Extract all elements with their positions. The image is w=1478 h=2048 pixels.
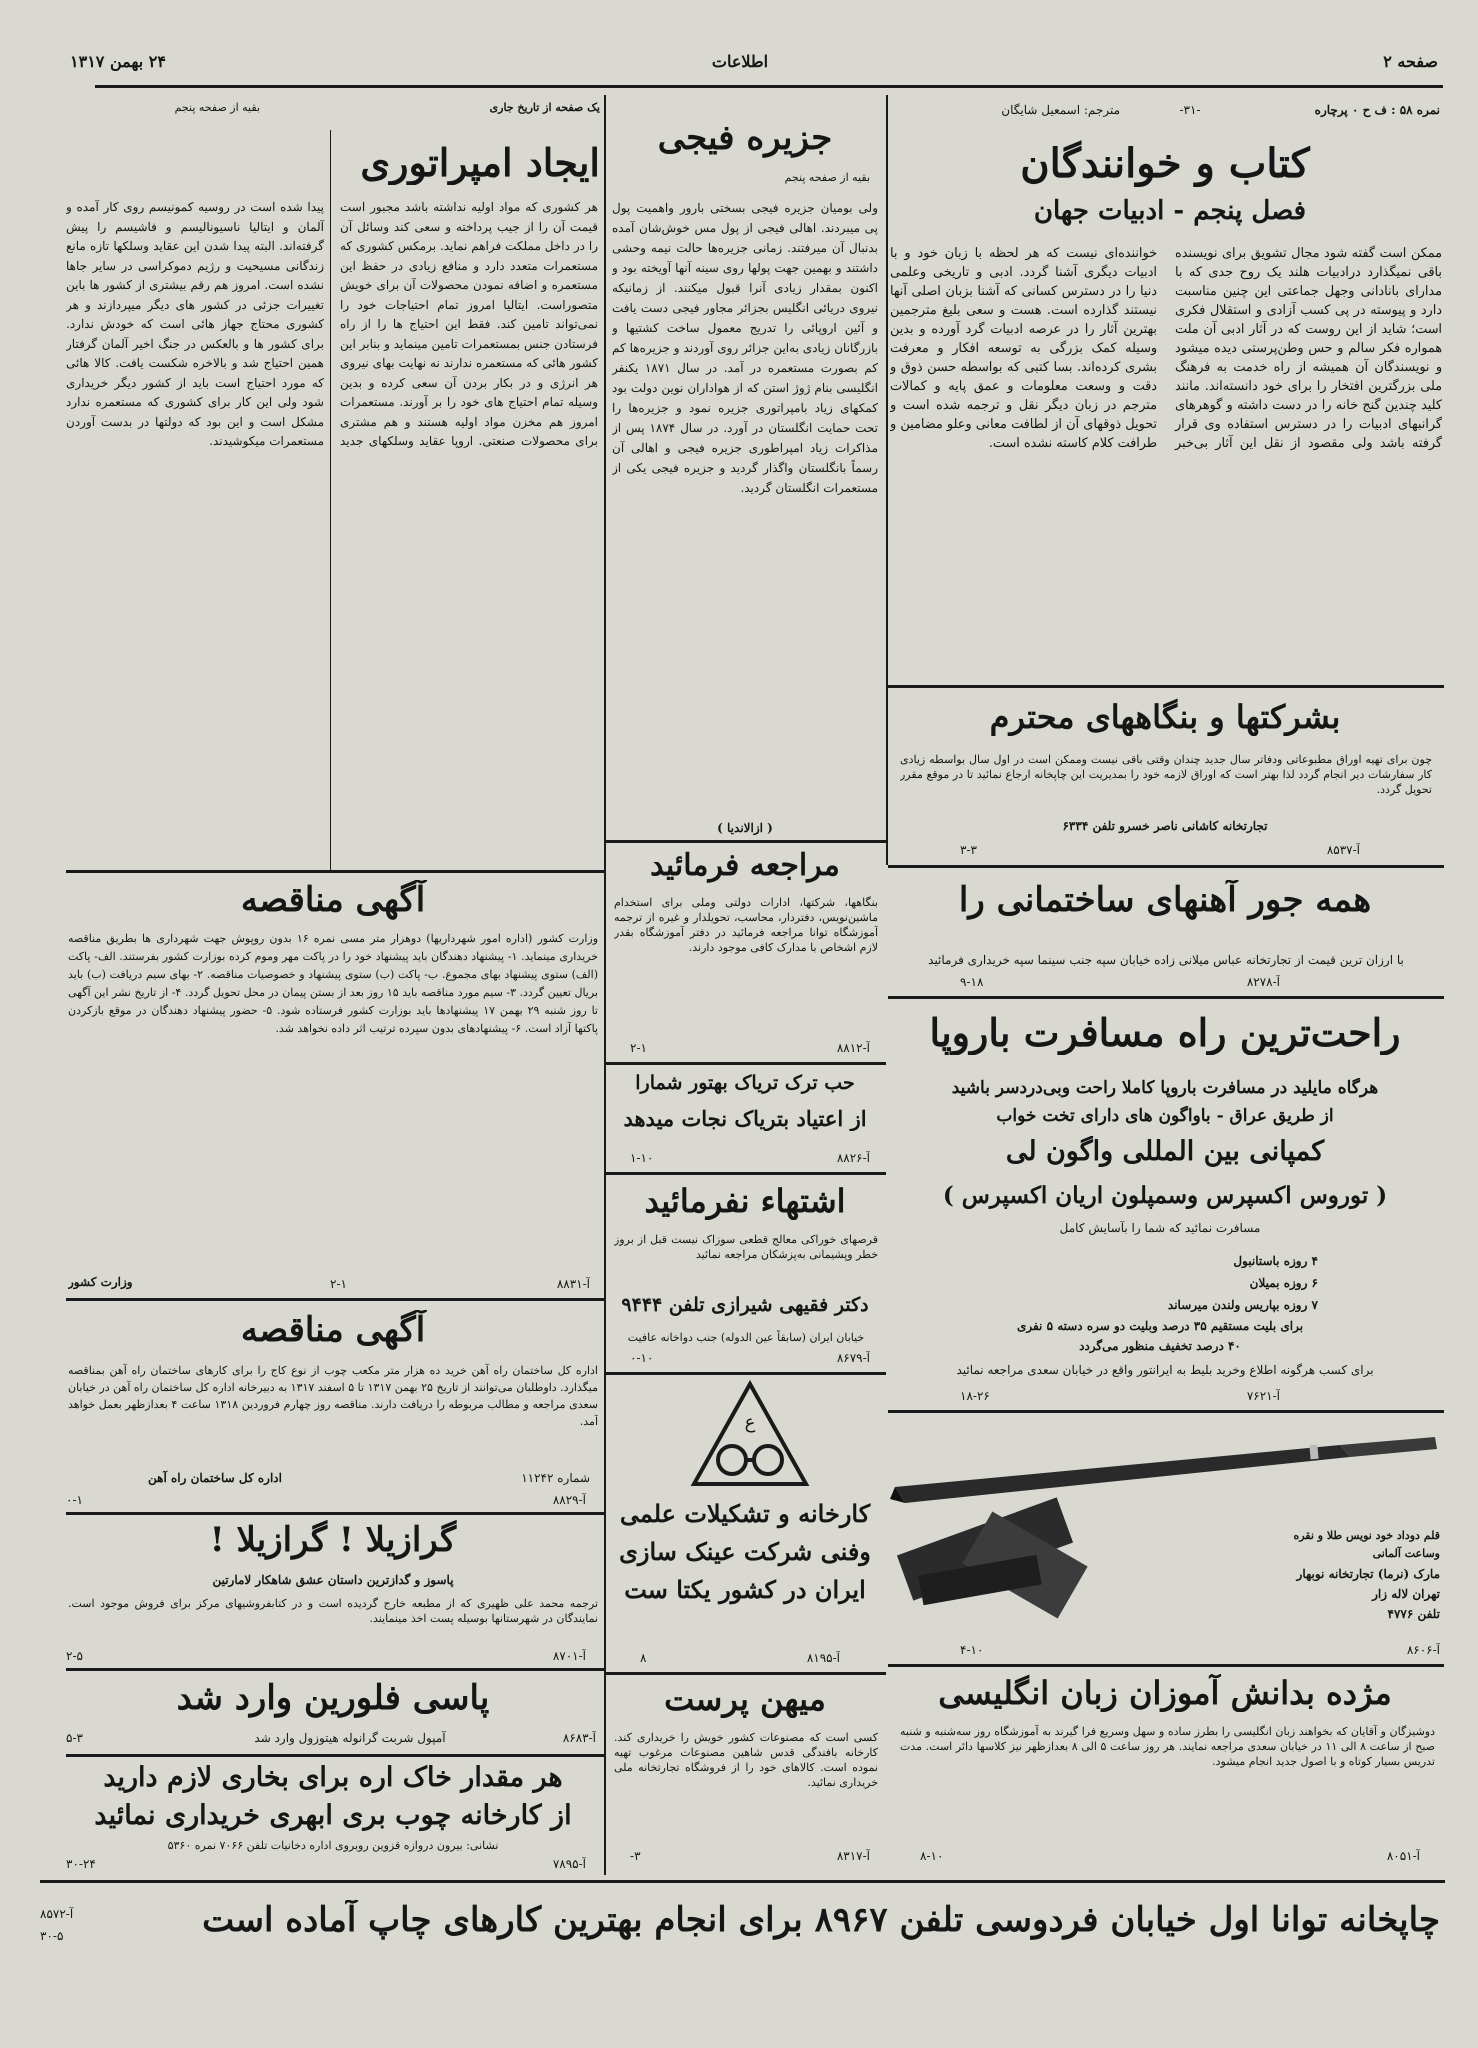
optics-title: کارخانه و تشکیلات علمی وفنی شرکت عینک سازی ایران در کشور یکتا ست	[619, 1499, 871, 1604]
book-header-left: مترجم: اسمعیل شایگان	[1001, 103, 1120, 117]
pen-line5: تلفن ۴۷۷۶	[1387, 1607, 1440, 1621]
pen-box-icon	[897, 1497, 1088, 1618]
paci-text: آمپول شربت گرانوله هیتوزول وارد شد	[254, 1731, 446, 1745]
code-left: ۲-۱	[630, 1041, 647, 1055]
book-header-right: نمره ۵۸ : ف ح ٠ پرچاره	[1314, 103, 1440, 117]
tender1-code	[330, 1276, 590, 1292]
travel-note1: برای بلیت مستقیم ۳۵ درصد وبلیت دو سره دسته ۵ نفری	[1016, 1319, 1304, 1333]
refer-code	[630, 1040, 870, 1056]
book-text: ممکن است گفته شود مجال تشویق برای نویسنده باقی نمیگذارد درادبیات هلند یک روح جدی که با مدارای بانادانی وجهل جماعتی این چنین مناسبت دارد و پیوسته در پی کسب آزادی و استقلال فکری است؛ شاید از این روست که در آثار ادبی آن ملت همواره فکر سالم و حس وطن‌پرستی دیده میشود و نویسندگان آن همیشه از راه خدمت به فرهنگ ملی بزرگترین افتخار را برای خود دانسته‌اند. مانند کلید چندین گنج خانه را در دست داشته و گوهرهای گرانبهای ادبیات را در دسترس استفاده وی قرار گرفته باشد ولی مقصود از نقل این آثار بی‌خبر خواننده‌ای نیست که هر لحظه با زبان خود و با ادبیات دیگری آشنا گردد. ادبی و تاریخی وعلمی دنیا را در دسترس کسانی که آشنا بزبان اصلی آنها نیستند گذارده است. هست و سعی بلیغ مترجمین بهترین آثار را در عرصه ادبیات گرد آورده و بدین وسیله کمک بزرگی به توسعه افکار و معرفت بشری کرده‌اند. بسا کتبی که بواسطه حسن ذوق و دقت و وسعت معلومات و عمق پایه و کمالات مترجم در زبان دیگر نقل و ترجمه شده است و تحویل ذوقهای آن از لطافت معانی وعلو مضامین و طرافت کلام کاسته نشده است.	[890, 246, 1442, 451]
fiji-text: ولی بومیان جزیره فیجی بسختی بارور واهمیت پول پی میبردند. اهالی فیجی از پول مس خوش‌شان آمده بدنبال آن میرفتند. زمانی جزیره‌ها حالت نیمه وحشی داشتند و بهمین جهت پولها روی سینه آنها آویخته بود و اکنون بمقدار زیادی آنرا قبول میکنند. از زمانیکه نیروی دریائی انگلیس بجزائر مجاور فیجی دست یافت و آئین اروپائی را تدریج معمول ساخت کشتیها و بازرگانان زیادی به‌این جزائر روی آوردند و جزیره‌ها کم کم بصورت مستعمره در آمد. در سال ۱۸۷۱ یکنفر انگلیسی بنام ژوژ استن که از هواداران نوین دولت بود کمکهای زیاد بامپراتوری جزیره نمود و جزیره‌ها را تحت حمایت انگلستان در آورد. در سال ۱۸۷۴ پس از مذاکرات زیاد امپراطوری جزیره فیجی و اهالی آن رسماً بانگلستان واگذار گردید و جزیره فیجی یکی از مستعمرات انگلستان گردید.	[612, 201, 878, 495]
section-rule	[888, 996, 1444, 999]
english-code	[920, 1848, 1420, 1864]
graziella-text: ترجمه محمد علی ظهیری که از مطبعه خارج گردیده است و در کتابفروشیهای مرکز برای فروش موجود است. نمایندگان در شهرستانها بوسیله پست اخذ مینمایند.	[68, 1597, 598, 1625]
section-rule	[888, 865, 1444, 868]
footer-rule	[40, 1880, 1445, 1883]
section-rule	[606, 1372, 886, 1375]
section-rule	[888, 685, 1444, 688]
companies-address: تجارتخانه کاشانی ناصر خسرو تلفن ۶۳۳۴	[1062, 819, 1268, 833]
section-rule	[66, 1512, 604, 1515]
section-rule	[606, 1062, 886, 1065]
footer-banner: چاپخانه توانا اول خیابان فردوسی تلفن ۸۹۶۷ برای انجام بهترین کارهای چاپ آماده است	[202, 1900, 1440, 1940]
code-left: ۲-۵	[66, 1649, 83, 1663]
code-left: ۳-	[630, 1849, 641, 1863]
pen-line4: تهران لاله زار	[1372, 1587, 1440, 1601]
code-right: آ-۸۸۳۱	[556, 1277, 590, 1291]
english-title: مژده بدانش آموزان زبان انگلیسی	[938, 1674, 1392, 1712]
travel-item: ۷ روزه بپاریس ولندن میرساند	[1167, 1298, 1318, 1312]
travel-items	[1098, 1250, 1318, 1316]
empire-cont-note: بقیه از صفحه پنجم	[174, 101, 260, 114]
dust-code	[66, 1856, 586, 1872]
code-right: آ-۸۳۱۷	[836, 1849, 870, 1863]
pills-title1: حب ترک تریاک بهتور شمارا	[635, 1072, 855, 1094]
travel-line1: هرگاه مایلید در مسافرت باروپا کاملا راحت وبی‌دردسر باشید	[951, 1078, 1379, 1098]
tender2-number: شماره ۱۱۲۴۲	[521, 1471, 590, 1485]
code-right: آ-۸۶۷۹	[836, 1351, 870, 1365]
section-rule	[606, 1672, 886, 1675]
fiji-cont-note: بقیه از صفحه پنجم	[784, 171, 870, 184]
code-right: آ-۸۸۲۶	[836, 1151, 870, 1165]
tender1-title: آگهی مناقصه	[240, 880, 426, 920]
refer-text: بنگاهها، شرکتها، ادارات دولتی وملی برای استخدام ماشین‌نویس، دفتردار، محاسب، تحویلدار و غیره از ترجمه آموزشگاه توانا مراجعه فرمائید در دفتر آموزشگاه بقدر لازم اشخاص با مدارک کافی موجود دارند.	[614, 896, 878, 954]
book-title: کتاب و خوانندگان	[1020, 140, 1310, 187]
pen-line2: وساعت آلمانی	[1372, 1547, 1440, 1560]
section-rule	[888, 1410, 1444, 1413]
companies-title: بشرکتها و بنگاههای محترم	[989, 698, 1341, 736]
fiji-sign: ( ازالاندیا )	[717, 821, 773, 835]
footer-code-left: ۳۰-۵	[40, 1929, 64, 1943]
masthead-rule	[95, 85, 1443, 88]
book-subtitle: فصل پنجم - ادبیات جهان	[1033, 196, 1307, 226]
iron-title: همه جور آهنهای ساختمانی را	[958, 880, 1372, 920]
paper-name: اطلاعات	[711, 52, 769, 71]
pills-title2: از اعتیاد بتریاک نجات میدهد	[623, 1106, 867, 1131]
column-divider	[604, 95, 606, 1875]
book-header-mid: -۳۱-	[1179, 103, 1201, 117]
dust-title1: هر مقدار خاک اره برای بخاری لازم دارید	[103, 1762, 563, 1793]
fiji-title: جزیره فیجی	[657, 118, 833, 158]
travel-company: کمپانی بین المللی واگون لی	[1005, 1136, 1325, 1167]
section-rule	[888, 1664, 1444, 1667]
section-rule	[606, 840, 886, 843]
fountain-pen-icon	[890, 1437, 1437, 1503]
section-rule	[66, 1754, 604, 1757]
tender2-title: آگهی مناقصه	[240, 1310, 426, 1350]
code-left: ۸-۱۰	[920, 1849, 944, 1863]
companies-text: چون برای تهیه اوراق مطبوعاتی ودفاتر سال جدید چندان وقتی باقی نیست وممکن است در اول سال بواسطه زیادی کار سفارشات دیر انجام گردد لذا بهتر است که اوراق لازمه خود را بمدیریت این چاپخانه ارجاع نمائید تا در موقع مقرر تحویل گردد.	[900, 753, 1432, 796]
code-left: ۰-۱۰	[630, 1351, 654, 1365]
section-rule	[606, 1172, 886, 1175]
code-right: آ-۸۰۵۱	[1386, 1849, 1420, 1863]
travel-note2: ۴۰ درصد تخفیف منظور می‌گردد	[1079, 1339, 1241, 1353]
pen-line3: مارک (نرما) تجارتخانه نوبهار	[1296, 1567, 1440, 1581]
appetite-code	[630, 1350, 870, 1366]
code-left: ۱۸-۲۶	[960, 1389, 990, 1403]
travel-item: ۴ روزه باستانبول	[1233, 1254, 1318, 1268]
pen-code	[960, 1642, 1440, 1658]
tender2-text: اداره کل ساختمان راه آهن خرید ده هزار متر مکعب چوب از نوع کاج را برای کارهای ساختمان راه آهن بمناقصه میگذارد. داوطلبان می‌توانند از تاریخ ۲۵ بهمن ۱۳۱۷ تا ۵ اسفند ۱۳۱۷ به دبیرخانه اداره کل ساختمان راه آهن در خیابان سعدی مراجعه و مطالب مربوطه را دریافت دارند. مناقصه روز چهارم فروردین ۱۳۱۸ ساعت ۴ بعدازظهر بعمل خواهد آمد.	[68, 1364, 598, 1428]
code-right: آ-۷۸۹۵	[552, 1857, 586, 1871]
tender1-text: وزارت کشور (اداره امور شهرداریها) دوهزار متر مسی نمره ۱۶ بدون روپوش جهت شهرداری ها بطریق مناقصه خریداری مینماید. ۱- پیشنهاد دهندگان باید پیشنهاد خود را در پاکت مهر وموم کرده بوزارت کشور بفرستند. الف- پاکت (الف) ستوی پیشنهاد بهای مجموع. ب- پاکت (ب) ستوی پیشنهاد و خصوصیات مناقصه. ۲- بهای سیم دریافت (ب) باید بریال تعیین گردد. ۳- سیم مورد مناقصه باید ۱۵ روز بعد از بستن پیمان در محل تحویل گردد. ۴- از تاریخ نشر این آگهی تا روز شنبه ۲۹ بهمن ۱۷ پیشنهادها باید بوزارت کشور فرستاده شود. ۵- حضور پیشنهاد دهندگان در موقع بازکردن پاکتها آزاد است. ۶- پیشنهادهای بدون سپرده ترتیب اثر داده نخواهد شد.	[68, 932, 598, 1035]
code-left: ۵-۳	[66, 1731, 83, 1745]
code-right: آ-۸۷۰۱	[552, 1649, 586, 1663]
travel-trains: ( توروس اکسپرس وسمپلون اریان اکسپرس )	[942, 1182, 1388, 1209]
empire-title: ایجاد امپراتوری	[360, 140, 600, 185]
code-left: ۲-۱	[330, 1277, 347, 1291]
column-divider	[886, 95, 888, 865]
travel-line5: مسافرت نمائید که شما را بآسایش کامل	[1059, 1221, 1261, 1235]
mihan-title: میهن پرست	[664, 1680, 826, 1718]
companies-code	[960, 842, 1360, 858]
appetite-title: اشتهاء نفرمائید	[644, 1182, 846, 1220]
iron-text: با ارزان ترین قیمت از تجارتخانه عباس میلانی زاده خیابان سپه جنب سینما سپه خریداری فرمائید	[928, 953, 1404, 967]
travel-line2: از طریق عراق - باواگون های دارای تخت خواب	[996, 1106, 1334, 1126]
paci-code	[66, 1730, 596, 1746]
appetite-text: قرصهای خوراکی معالج قطعی سوزاک نیست قبل از بروز خطر وپشیمانی به‌پزشکان مراجعه نمائید	[614, 1233, 878, 1261]
tender2-sign: اداره کل ساختمان راه آهن	[148, 1471, 282, 1485]
section-rule	[66, 1298, 604, 1301]
code-left: ۳-۳	[960, 843, 977, 857]
pills-code	[630, 1150, 870, 1166]
code-left: ۴-۱۰	[960, 1643, 984, 1657]
tender2-code	[66, 1492, 586, 1508]
mihan-text: کسی است که مصنوعات کشور خویش را خریداری کند. کارخانه بافندگی قدس شاهین مصنوعات مرغوب تهیه نموده است. کالاهای خود را از فروشگاه تجارتخانه ملی خریداری نمائید.	[614, 1731, 878, 1789]
code-left: ۳۰-۲۴	[66, 1857, 96, 1871]
graziella-subtitle: پاسوز و گدازترین داستان عشق شاهکار لامارتین	[212, 1573, 454, 1587]
code-right: آ-۸۱۹۵	[806, 1651, 840, 1665]
english-text: دوشیزگان و آقایان که بخواهند زبان انگلیسی را بطرز ساده و سهل وسریع فرا گیرند به آموزشگاه روز سه‌شنبه و شنبه صبح از ساعت ۸ الی ۱۱ در خیابان سعدی مراجعه نمایند. هر روز ساعت ۵ الی ۸ بعدازظهر نیز کلاسها دائر است. مدت تدریس بسیار کوتاه و با اصول جدید انجام میشود.	[900, 1725, 1435, 1768]
empire-cont-note2: یک صفحه از تاریخ جاری	[489, 101, 600, 114]
code-right: آ-۸۶۰۶	[1406, 1643, 1440, 1657]
travel-item: ۶ روزه بمیلان	[1249, 1276, 1318, 1290]
issue-date: ۲۴ بهمن ۱۳۱۷	[70, 52, 166, 71]
code-left: ۹-۱۸	[960, 975, 984, 989]
paci-title: پاسی فلورین وارد شد	[176, 1678, 490, 1718]
section-rule	[66, 870, 604, 873]
iron-code	[960, 974, 1280, 990]
code-right: آ-۸۸۲۹	[552, 1493, 586, 1507]
appetite-address: خیابان ایران (سابقاً عین الدوله) جنب دواخانه عافیت	[627, 1331, 865, 1344]
mihan-code	[630, 1848, 870, 1864]
svg-text:ع: ع	[744, 1412, 756, 1433]
appetite-doctor: دکتر فقیهی شیرازی تلفن ۹۴۴۴	[621, 1294, 869, 1316]
graziella-code	[66, 1648, 586, 1664]
code-right: آ-۷۶۲۱	[1246, 1389, 1280, 1403]
code-right: آ-۸۵۳۷	[1326, 843, 1360, 857]
glasses-logo-icon	[690, 1380, 810, 1490]
page-number: صفحه ۲	[1383, 52, 1438, 71]
dust-address: نشانی: بیرون دروازه قزوین روبروی اداره دخانیات تلفن ۷۰۶۶ نمره ۵۳۶۰	[167, 1839, 499, 1852]
code-left: ۰-۱	[66, 1493, 83, 1507]
travel-info: برای کسب هرگونه اطلاع وخرید بلیط به ایرانتور واقع در خیابان سعدی مراجعه نمائید	[956, 1363, 1374, 1377]
dust-title2: از کارخانه چوب بری ابهری خریداری نمائید	[94, 1800, 572, 1831]
optics-code	[640, 1650, 840, 1666]
section-rule	[66, 1668, 604, 1671]
code-right: آ-۸۸۱۲	[836, 1041, 870, 1055]
footer-code-right: آ-۸۵۷۲	[40, 1907, 74, 1921]
empire-text: هر کشوری که مواد اولیه نداشته باشد مجبور است قیمت آن را از جیب پرداخته و سعی کند وسائل آن را در داخل مملکت فراهم نماید. برمکس کشوری که مستعمرات متعدد دارد و منافع زیادی در حفظ این مستعمره و اضافه نمودن محصولات آن برای خویش متصوراست. ایتالیا امروز تمام احتیاجات خود را نمی‌تواند تامین کند. فقط این احتیاج ها را از راه فرستادن جنس بمستعمرات تامین مینماید و بنابر این کشور هائی که مستعمره ندارند نه نهایت بهای نیروی هر انرژی و در بکار بردن آن سعی کرده و بدین وسیله تمام احتیاج های خود را بر آورند. مستعمرات امروز هم مخزن مواد اولیه هستند و هم مشتری برای محصولات صنعتی. اروپا عقاید وسلکهای جدید پیدا شده است در روسیه کمونیسم روی کار آمده و آلمان و ایتالیا ناسیونالیسم و فاشیسم را پیش گرفته‌اند. البته پیدا شدن این عقاید وسلکها تازه مانع زندگانی مسیحیت و رژیم دموکراسی در سایر جاها نشده است. امروز هم رقم بیشتری از کشور ها باین تغییرات جزئی در کشور های دیگر میپردازند و هر کشوری محتاج جهاز هائی است که خودش ندارد. برای کشور ها و بالعکس در جنگ اخیر آلمان گرفتار همین احتیاج شد و بالاخره شکست یافت. کالا هائی که مورد احتیاج است باید از کشور دیگر خریداری شود ولی این کار برای کشوری که مستعمره ندارد مشکل است و این بود که دولتها در بدست آوردن مستعمرات میکوشیدند.	[66, 200, 598, 448]
code-right: آ-۸۲۷۸	[1246, 975, 1280, 989]
code-left: ۱-۱۰	[630, 1151, 654, 1165]
graziella-title: گرازیلا ! گرازیلا !	[209, 1520, 457, 1560]
pen-line1: قلم دوداد خود نویس طلا و نقره	[1293, 1529, 1440, 1542]
travel-title: راحت‌ترین راه مسافرت باروپا	[929, 1010, 1401, 1055]
tender1-sign: وزارت کشور	[68, 1275, 133, 1289]
travel-code	[960, 1388, 1280, 1404]
refer-title: مراجعه فرمائید	[650, 848, 840, 883]
code-left: ۸	[640, 1651, 647, 1665]
code-right: آ-۸۶۸۳	[562, 1731, 596, 1745]
